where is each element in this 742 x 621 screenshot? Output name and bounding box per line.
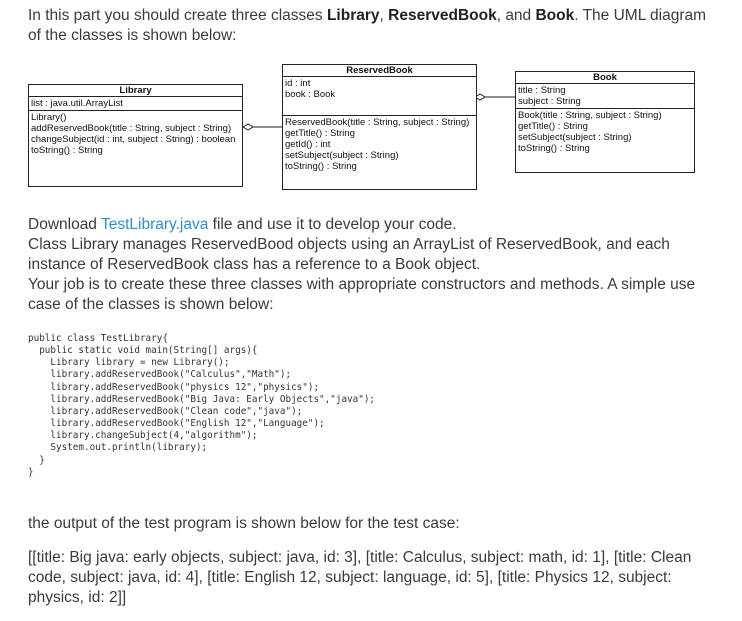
class-name-reservedbook: ReservedBook [388, 7, 497, 24]
code-line: Library library = new Library(); [28, 357, 230, 369]
uml-attribute: id : int [285, 78, 311, 89]
uml-attributes [29, 96, 242, 110]
uml-method: getTitle() : String [285, 128, 355, 139]
output-text: [[title: Big java: early objects, subject: java, id: 3], [title: Calculus, subject: math, id: 1], [title: Clean code, subject: java, id: 4], [title: English 12, subject: language, id: 5], [title: Physics 12, subject: physics, id: 2]] [28, 549, 692, 606]
uml-attribute: title : String [518, 85, 566, 96]
aggregation-diamond-icon [243, 124, 253, 130]
uml-methods [283, 115, 476, 173]
code-line: library.addReservedBook("physics 12","physics"); [28, 381, 320, 393]
uml-methods [516, 108, 694, 155]
uml-method: changeSubject(id : int, subject : String) : boolean [31, 134, 236, 145]
description-text: Class Library manages ReservedBood objects using an ArrayList of ReservedBook, and each instance of ReservedBook class has a reference to a Book object. [28, 236, 670, 273]
uml-method: addReservedBook(title : String, subject : String) [31, 123, 232, 134]
code-sample [28, 333, 375, 479]
code-line: library.changeSubject(4,"algorithm"); [28, 430, 258, 442]
download-suffix: file and use it to develop your code. [208, 216, 457, 233]
code-line: public class TestLibrary{ [28, 333, 168, 344]
class-name-book: Book [535, 7, 575, 24]
uml-class-title: ReservedBook [346, 65, 413, 76]
uml-attribute: subject : String [518, 96, 581, 107]
code-line: library.addReservedBook("Clean code","java"); [28, 405, 303, 417]
code-line: library.addReservedBook("Big Java: Early Objects","java"); [28, 393, 376, 405]
uml-method: getId() : int [285, 139, 331, 150]
uml-class-title: Book [593, 72, 617, 83]
uml-method: Book(title : String, subject : String) [518, 110, 662, 121]
uml-method: toString() : String [31, 145, 103, 156]
code-line: } [28, 466, 34, 478]
code-line: } [28, 454, 45, 466]
uml-methods [29, 110, 242, 157]
uml-method: toString() : String [518, 143, 590, 154]
intro-prefix: In this part you should create three classes [28, 7, 327, 24]
code-line: library.addReservedBook("Calculus","Math"); [28, 369, 292, 381]
class-name-library: Library [326, 7, 380, 24]
uml-diagram [0, 0, 742, 200]
intro-separator: , and [496, 7, 536, 24]
uml-class-library [28, 84, 243, 187]
uml-method: getTitle() : String [518, 121, 588, 132]
testlibrary-link[interactable]: TestLibrary.java [100, 216, 209, 233]
description-block [28, 215, 718, 315]
uml-attribute: book : Book [285, 89, 336, 100]
uml-attribute: list : java.util.ArrayList [31, 98, 123, 109]
uml-method: setSubject(subject : String) [518, 132, 632, 143]
description-text: Your job is to create these three classes with appropriate constructors and methods. A simple use case of the classes is shown below: [28, 276, 696, 313]
intro-suffix: . The UML diagram of the classes is shown below: [28, 7, 707, 44]
uml-method: setSubject(subject : String) [285, 150, 399, 161]
intro-separator: , [379, 7, 389, 24]
download-line [28, 215, 718, 235]
code-line: public static void main(String[] args){ [28, 345, 258, 357]
output-label: the output of the test program is shown below for the test case: [28, 515, 460, 532]
uml-attributes [516, 83, 694, 108]
code-line: library.addReservedBook("English 12","Language"); [28, 418, 325, 430]
download-prefix: Download [28, 216, 101, 233]
uml-attributes [283, 76, 476, 115]
uml-class-book [515, 71, 695, 173]
uml-method: toString() : String [285, 161, 357, 172]
uml-method: ReservedBook(title : String, subject : String) [285, 117, 470, 128]
code-line: System.out.println(library); [28, 442, 208, 454]
uml-class-reservedbook [282, 64, 477, 190]
uml-method: Library() [31, 112, 67, 123]
uml-class-title: Library [119, 85, 152, 96]
